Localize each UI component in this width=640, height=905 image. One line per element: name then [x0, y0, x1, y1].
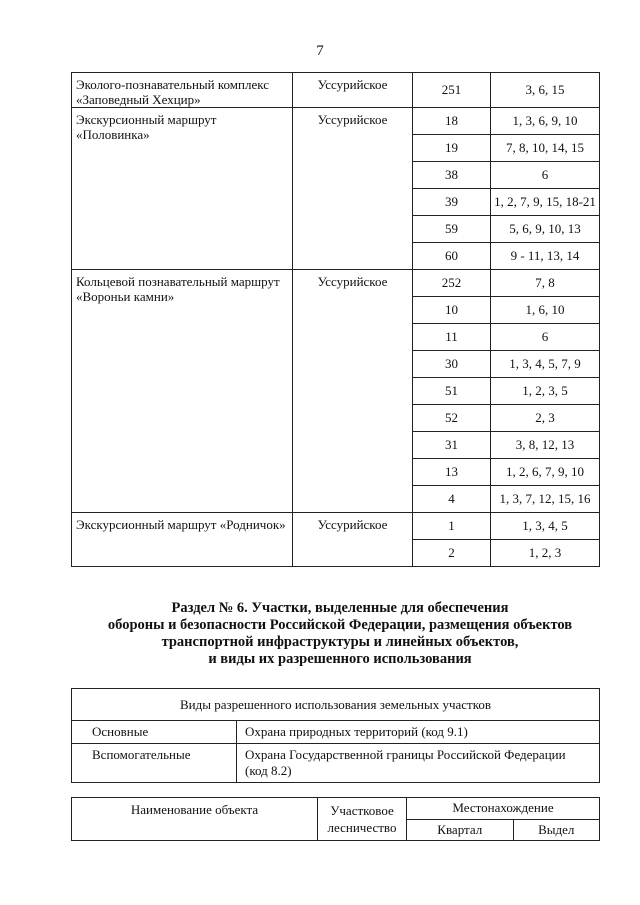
table-row [72, 108, 600, 135]
object-name-cell: Кольцевой познавательный маршрут «Вороньи камни» [72, 270, 293, 513]
objects-col-vydel: Выдел [513, 819, 599, 841]
kvartal-cell: 2 [413, 540, 491, 567]
kvartal-cell: 252 [413, 270, 491, 297]
vydel-cell: 1, 2, 7, 9, 15, 18-21 [491, 189, 600, 216]
section-title-line-4: и виды их разрешенного использования [208, 651, 472, 667]
table-row [72, 270, 600, 297]
kvartal-cell: 19 [413, 135, 491, 162]
forestry-cell: Уссурийское [293, 108, 413, 270]
objects-col-forest: Участковое лесничество [318, 798, 407, 841]
forestry-cell: Уссурийское [293, 270, 413, 513]
vydel-cell: 1, 6, 10 [491, 297, 600, 324]
kvartal-cell: 52 [413, 405, 491, 432]
vydel-cell: 3, 8, 12, 13 [491, 432, 600, 459]
section-title-line-1: Раздел № 6. Участки, выделенные для обеспечения [171, 600, 509, 616]
kvartal-cell: 13 [413, 459, 491, 486]
auxiliary-uses-value: Охрана Государственной границы Российской Федерации (код 8.2) [237, 744, 600, 783]
main-uses-label: Основные [72, 721, 237, 744]
objects-col-kvartal: Квартал [407, 819, 514, 841]
permitted-uses-table [71, 688, 600, 783]
kvartal-cell: 38 [413, 162, 491, 189]
vydel-cell: 5, 6, 9, 10, 13 [491, 216, 600, 243]
object-name-cell: Эколого-познавательный комплекс «Заповедный Хехцир» [72, 73, 293, 108]
vydel-cell: 1, 2, 3 [491, 540, 600, 567]
objects-col-location: Местонахождение [407, 798, 600, 820]
page-number: 7 [316, 43, 324, 59]
vydel-cell: 1, 3, 4, 5, 7, 9 [491, 351, 600, 378]
forestry-cell: Уссурийское [293, 73, 413, 108]
vydel-cell: 9 - 11, 13, 14 [491, 243, 600, 270]
vydel-cell: 7, 8, 10, 14, 15 [491, 135, 600, 162]
vydel-cell: 6 [491, 324, 600, 351]
kvartal-cell: 11 [413, 324, 491, 351]
vydel-cell: 3, 6, 15 [491, 73, 600, 108]
vydel-cell: 1, 2, 3, 5 [491, 378, 600, 405]
kvartal-cell: 60 [413, 243, 491, 270]
vydel-cell: 6 [491, 162, 600, 189]
vydel-cell: 1, 3, 7, 12, 15, 16 [491, 486, 600, 513]
section-title-line-2: обороны и безопасности Российской Федерации, размещения объектов [107, 617, 573, 633]
objects-table [71, 797, 600, 841]
auxiliary-uses-label: Вспомогательные [72, 744, 237, 783]
objects-col-name: Наименование объекта [72, 798, 318, 841]
kvartal-cell: 31 [413, 432, 491, 459]
permitted-uses-header: Виды разрешенного использования земельных участков [72, 689, 600, 721]
vydel-cell: 1, 3, 6, 9, 10 [491, 108, 600, 135]
kvartal-cell: 39 [413, 189, 491, 216]
kvartal-cell: 10 [413, 297, 491, 324]
object-name-cell: Экскурсионный маршрут «Родничок» [72, 513, 293, 567]
vydel-cell: 7, 8 [491, 270, 600, 297]
kvartal-cell: 4 [413, 486, 491, 513]
table-row [72, 513, 600, 540]
territory-table [71, 72, 600, 567]
vydel-cell: 2, 3 [491, 405, 600, 432]
kvartal-cell: 59 [413, 216, 491, 243]
vydel-cell: 1, 3, 4, 5 [491, 513, 600, 540]
section-title-line-3: транспортной инфраструктуры и линейных объектов, [161, 634, 519, 650]
kvartal-cell: 51 [413, 378, 491, 405]
section-title [80, 600, 600, 668]
kvartal-cell: 18 [413, 108, 491, 135]
vydel-cell: 1, 2, 6, 7, 9, 10 [491, 459, 600, 486]
territory-table-body [72, 73, 600, 567]
kvartal-cell: 1 [413, 513, 491, 540]
object-name-cell: Экскурсионный маршрут «Половинка» [72, 108, 293, 270]
forestry-cell: Уссурийское [293, 513, 413, 567]
kvartal-cell: 251 [413, 73, 491, 108]
table-row [72, 73, 600, 108]
kvartal-cell: 30 [413, 351, 491, 378]
main-uses-value: Охрана природных территорий (код 9.1) [237, 721, 600, 744]
